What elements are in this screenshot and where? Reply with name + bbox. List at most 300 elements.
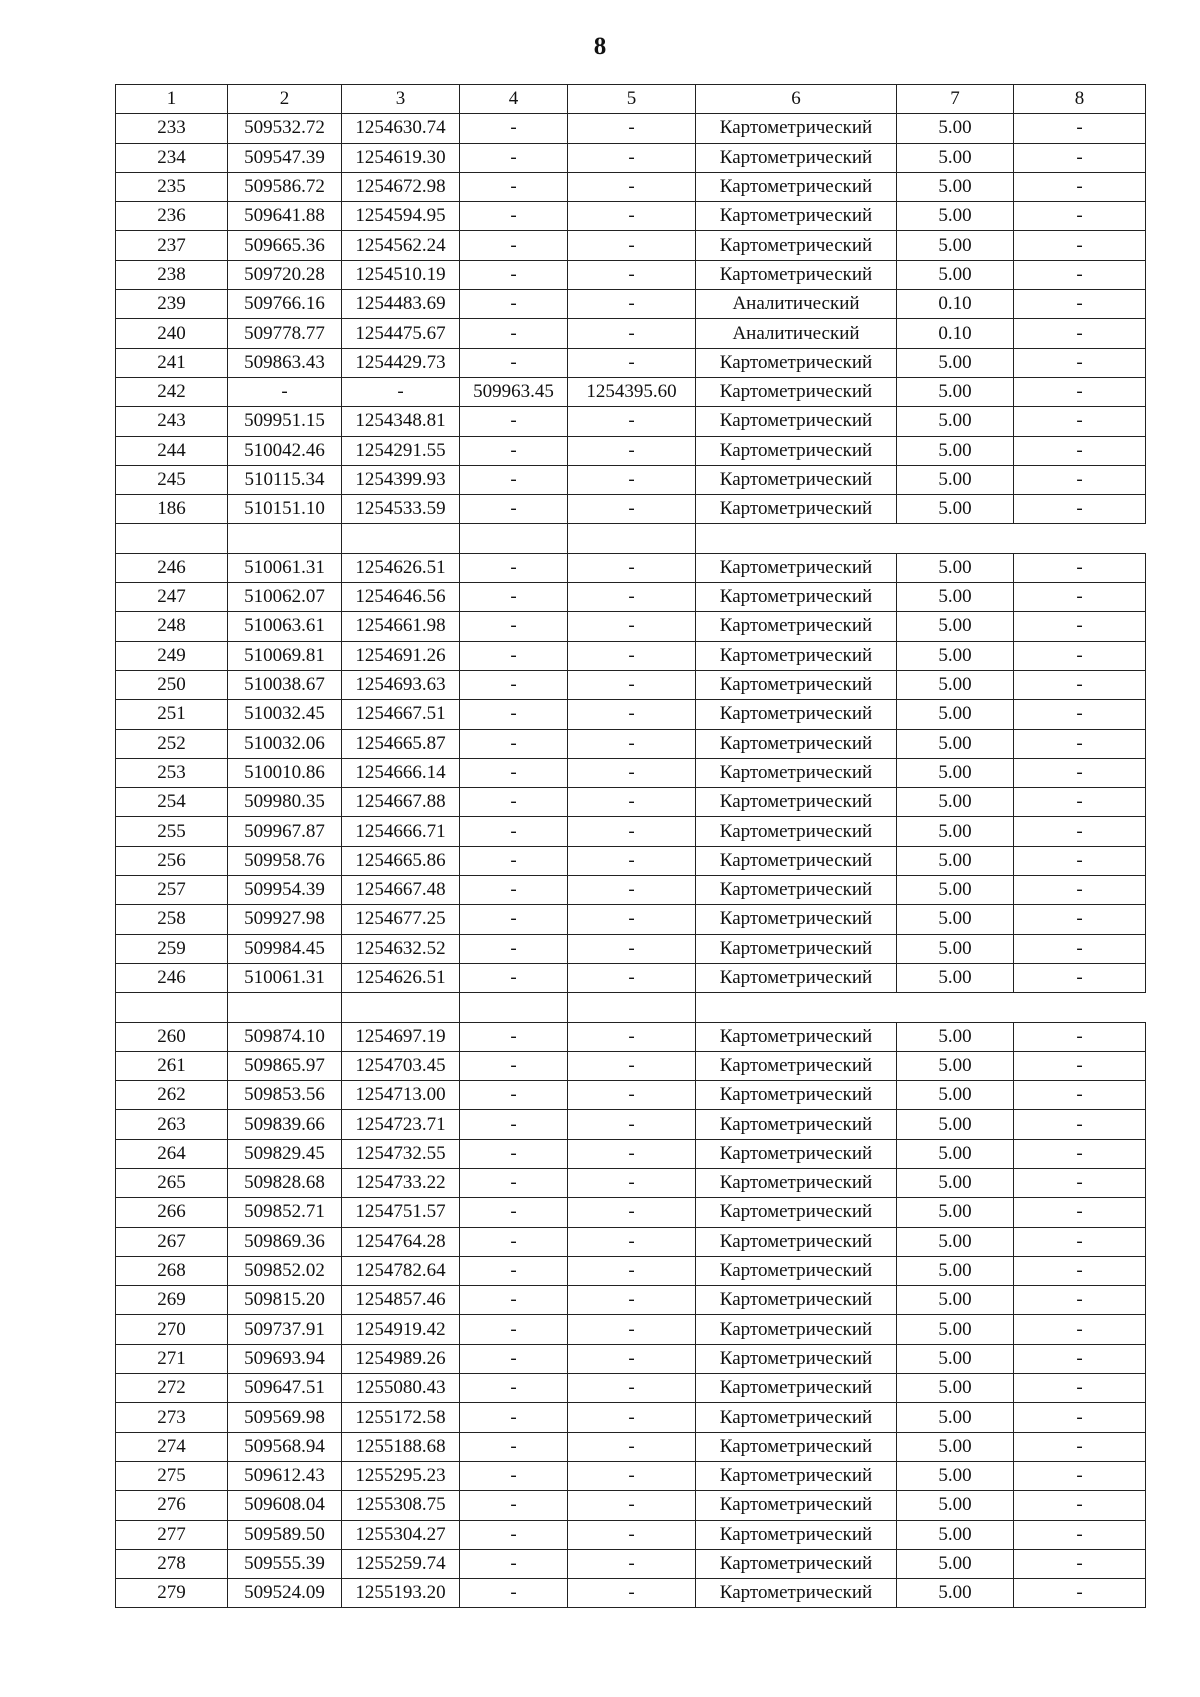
description-cell: - bbox=[1014, 377, 1146, 406]
point-number-cell: 270 bbox=[116, 1315, 228, 1344]
y-alt-coordinate-cell: - bbox=[568, 1168, 696, 1197]
method-cell: Картометрический bbox=[696, 1491, 897, 1520]
accuracy-cell: 5.00 bbox=[897, 1403, 1014, 1432]
table-row bbox=[116, 700, 1146, 729]
accuracy-cell: 5.00 bbox=[897, 1549, 1014, 1578]
accuracy-cell: 5.00 bbox=[897, 1315, 1014, 1344]
y-alt-coordinate-cell: - bbox=[568, 1081, 696, 1110]
method-cell: Картометрический bbox=[696, 758, 897, 787]
y-alt-coordinate-cell: - bbox=[568, 1520, 696, 1549]
y-coordinate-cell: 1254989.26 bbox=[342, 1344, 460, 1373]
table-row bbox=[116, 319, 1146, 348]
y-alt-coordinate-cell: - bbox=[568, 934, 696, 963]
x-alt-coordinate-cell: - bbox=[460, 1315, 568, 1344]
x-coordinate-cell: 509720.28 bbox=[228, 260, 342, 289]
column-header-5: 5 bbox=[568, 85, 696, 114]
method-cell: Картометрический bbox=[696, 934, 897, 963]
y-alt-coordinate-cell: - bbox=[568, 465, 696, 494]
point-number-cell: 271 bbox=[116, 1344, 228, 1373]
x-coordinate-cell: 509829.45 bbox=[228, 1139, 342, 1168]
description-cell: - bbox=[1014, 1227, 1146, 1256]
description-cell: - bbox=[1014, 729, 1146, 758]
y-alt-coordinate-cell: - bbox=[568, 202, 696, 231]
description-cell: - bbox=[1014, 172, 1146, 201]
point-number-cell: 234 bbox=[116, 143, 228, 172]
column-header-2: 2 bbox=[228, 85, 342, 114]
method-cell: Картометрический bbox=[696, 641, 897, 670]
y-coordinate-cell: 1254782.64 bbox=[342, 1256, 460, 1285]
x-coordinate-cell: 509665.36 bbox=[228, 231, 342, 260]
x-alt-coordinate-cell: - bbox=[460, 934, 568, 963]
separator-cell bbox=[568, 524, 696, 553]
accuracy-cell: 5.00 bbox=[897, 1051, 1014, 1080]
accuracy-cell: 5.00 bbox=[897, 260, 1014, 289]
table-row bbox=[116, 1344, 1146, 1373]
separator-cell bbox=[228, 524, 342, 553]
table-row bbox=[116, 1549, 1146, 1578]
section-separator-row bbox=[116, 993, 1146, 1022]
x-coordinate-cell: 509852.71 bbox=[228, 1198, 342, 1227]
y-coordinate-cell: 1254429.73 bbox=[342, 348, 460, 377]
y-coordinate-cell: 1254399.93 bbox=[342, 465, 460, 494]
y-coordinate-cell: 1254667.88 bbox=[342, 788, 460, 817]
table-row bbox=[116, 407, 1146, 436]
description-cell: - bbox=[1014, 553, 1146, 582]
table-row bbox=[116, 1081, 1146, 1110]
point-number-cell: 236 bbox=[116, 202, 228, 231]
y-alt-coordinate-cell: - bbox=[568, 846, 696, 875]
description-cell: - bbox=[1014, 1256, 1146, 1285]
y-alt-coordinate-cell: - bbox=[568, 1344, 696, 1373]
y-alt-coordinate-cell: - bbox=[568, 495, 696, 524]
y-alt-coordinate-cell: - bbox=[568, 1227, 696, 1256]
x-coordinate-cell: 509839.66 bbox=[228, 1110, 342, 1139]
y-coordinate-cell: 1254723.71 bbox=[342, 1110, 460, 1139]
point-number-cell: 246 bbox=[116, 553, 228, 582]
x-coordinate-cell: 509737.91 bbox=[228, 1315, 342, 1344]
description-cell: - bbox=[1014, 1198, 1146, 1227]
y-coordinate-cell: 1254857.46 bbox=[342, 1286, 460, 1315]
x-coordinate-cell: 509865.97 bbox=[228, 1051, 342, 1080]
accuracy-cell: 5.00 bbox=[897, 1110, 1014, 1139]
accuracy-cell: 5.00 bbox=[897, 1256, 1014, 1285]
point-number-cell: 260 bbox=[116, 1022, 228, 1051]
method-cell: Картометрический bbox=[696, 495, 897, 524]
x-alt-coordinate-cell: - bbox=[460, 553, 568, 582]
table-row bbox=[116, 1227, 1146, 1256]
description-cell: - bbox=[1014, 876, 1146, 905]
description-cell: - bbox=[1014, 436, 1146, 465]
table-row bbox=[116, 1022, 1146, 1051]
point-number-cell: 257 bbox=[116, 876, 228, 905]
method-cell: Картометрический bbox=[696, 1051, 897, 1080]
x-alt-coordinate-cell: - bbox=[460, 495, 568, 524]
table-row bbox=[116, 817, 1146, 846]
y-coordinate-cell: 1255188.68 bbox=[342, 1432, 460, 1461]
method-cell: Картометрический bbox=[696, 1315, 897, 1344]
method-cell: Картометрический bbox=[696, 1168, 897, 1197]
x-coordinate-cell: 510069.81 bbox=[228, 641, 342, 670]
x-alt-coordinate-cell: - bbox=[460, 1520, 568, 1549]
description-cell: - bbox=[1014, 641, 1146, 670]
y-alt-coordinate-cell: - bbox=[568, 407, 696, 436]
table-row bbox=[116, 758, 1146, 787]
description-cell: - bbox=[1014, 143, 1146, 172]
y-alt-coordinate-cell: - bbox=[568, 143, 696, 172]
point-number-cell: 244 bbox=[116, 436, 228, 465]
x-coordinate-cell: 509555.39 bbox=[228, 1549, 342, 1578]
table-row bbox=[116, 495, 1146, 524]
accuracy-cell: 5.00 bbox=[897, 876, 1014, 905]
description-cell: - bbox=[1014, 1344, 1146, 1373]
column-header-4: 4 bbox=[460, 85, 568, 114]
column-header-6: 6 bbox=[696, 85, 897, 114]
x-coordinate-cell: 509828.68 bbox=[228, 1168, 342, 1197]
table-row bbox=[116, 1168, 1146, 1197]
method-cell: Картометрический bbox=[696, 1403, 897, 1432]
y-alt-coordinate-cell: - bbox=[568, 670, 696, 699]
point-number-cell: 274 bbox=[116, 1432, 228, 1461]
y-alt-coordinate-cell: - bbox=[568, 641, 696, 670]
accuracy-cell: 5.00 bbox=[897, 495, 1014, 524]
method-cell: Картометрический bbox=[696, 846, 897, 875]
y-coordinate-cell: 1254665.87 bbox=[342, 729, 460, 758]
method-cell: Картометрический bbox=[696, 1344, 897, 1373]
method-cell: Картометрический bbox=[696, 1549, 897, 1578]
accuracy-cell: 5.00 bbox=[897, 1081, 1014, 1110]
table-row bbox=[116, 1256, 1146, 1285]
method-cell: Картометрический bbox=[696, 1198, 897, 1227]
y-alt-coordinate-cell: - bbox=[568, 1256, 696, 1285]
y-coordinate-cell: 1254733.22 bbox=[342, 1168, 460, 1197]
section-separator-row bbox=[116, 524, 1146, 553]
table-row bbox=[116, 348, 1146, 377]
point-number-cell: 265 bbox=[116, 1168, 228, 1197]
y-alt-coordinate-cell: - bbox=[568, 1579, 696, 1608]
method-cell: Картометрический bbox=[696, 1227, 897, 1256]
method-cell: Картометрический bbox=[696, 700, 897, 729]
point-number-cell: 242 bbox=[116, 377, 228, 406]
description-cell: - bbox=[1014, 1403, 1146, 1432]
y-coordinate-cell: 1255259.74 bbox=[342, 1549, 460, 1578]
table-row bbox=[116, 114, 1146, 143]
description-cell: - bbox=[1014, 290, 1146, 319]
x-alt-coordinate-cell: - bbox=[460, 436, 568, 465]
method-cell: Картометрический bbox=[696, 963, 897, 992]
x-alt-coordinate-cell: - bbox=[460, 758, 568, 787]
point-number-cell: 259 bbox=[116, 934, 228, 963]
x-alt-coordinate-cell: - bbox=[460, 143, 568, 172]
accuracy-cell: 5.00 bbox=[897, 1344, 1014, 1373]
x-coordinate-cell: 510061.31 bbox=[228, 553, 342, 582]
y-coordinate-cell: 1254677.25 bbox=[342, 905, 460, 934]
method-cell: Картометрический bbox=[696, 1520, 897, 1549]
accuracy-cell: 5.00 bbox=[897, 1198, 1014, 1227]
x-coordinate-cell: 509980.35 bbox=[228, 788, 342, 817]
point-number-cell: 277 bbox=[116, 1520, 228, 1549]
table-row bbox=[116, 583, 1146, 612]
x-alt-coordinate-cell: - bbox=[460, 1344, 568, 1373]
y-alt-coordinate-cell: - bbox=[568, 729, 696, 758]
description-cell: - bbox=[1014, 1110, 1146, 1139]
x-alt-coordinate-cell: - bbox=[460, 670, 568, 699]
x-alt-coordinate-cell: - bbox=[460, 348, 568, 377]
description-cell: - bbox=[1014, 934, 1146, 963]
point-number-cell: 252 bbox=[116, 729, 228, 758]
x-alt-coordinate-cell: - bbox=[460, 231, 568, 260]
description-cell: - bbox=[1014, 1461, 1146, 1490]
x-coordinate-cell: 510062.07 bbox=[228, 583, 342, 612]
method-cell: Картометрический bbox=[696, 1110, 897, 1139]
y-coordinate-cell: 1255172.58 bbox=[342, 1403, 460, 1432]
method-cell: Картометрический bbox=[696, 1081, 897, 1110]
table-row bbox=[116, 1461, 1146, 1490]
description-cell: - bbox=[1014, 1520, 1146, 1549]
y-alt-coordinate-cell: - bbox=[568, 1110, 696, 1139]
point-number-cell: 238 bbox=[116, 260, 228, 289]
accuracy-cell: 5.00 bbox=[897, 700, 1014, 729]
x-coordinate-cell: 509766.16 bbox=[228, 290, 342, 319]
x-coordinate-cell: 509958.76 bbox=[228, 846, 342, 875]
y-alt-coordinate-cell: - bbox=[568, 1432, 696, 1461]
table-row bbox=[116, 172, 1146, 201]
x-alt-coordinate-cell: - bbox=[460, 260, 568, 289]
accuracy-cell: 5.00 bbox=[897, 1520, 1014, 1549]
method-cell: Картометрический bbox=[696, 202, 897, 231]
point-number-cell: 266 bbox=[116, 1198, 228, 1227]
point-number-cell: 240 bbox=[116, 319, 228, 348]
description-cell: - bbox=[1014, 817, 1146, 846]
point-number-cell: 269 bbox=[116, 1286, 228, 1315]
x-coordinate-cell: 509869.36 bbox=[228, 1227, 342, 1256]
description-cell: - bbox=[1014, 260, 1146, 289]
description-cell: - bbox=[1014, 612, 1146, 641]
description-cell: - bbox=[1014, 670, 1146, 699]
accuracy-cell: 5.00 bbox=[897, 1374, 1014, 1403]
y-alt-coordinate-cell: - bbox=[568, 817, 696, 846]
x-alt-coordinate-cell: - bbox=[460, 963, 568, 992]
point-number-cell: 275 bbox=[116, 1461, 228, 1490]
y-coordinate-cell: 1254693.63 bbox=[342, 670, 460, 699]
y-coordinate-cell: 1254594.95 bbox=[342, 202, 460, 231]
x-alt-coordinate-cell: - bbox=[460, 905, 568, 934]
y-coordinate-cell: 1254764.28 bbox=[342, 1227, 460, 1256]
point-number-cell: 279 bbox=[116, 1579, 228, 1608]
accuracy-cell: 5.00 bbox=[897, 407, 1014, 436]
y-coordinate-cell: 1254626.51 bbox=[342, 963, 460, 992]
table-row bbox=[116, 1198, 1146, 1227]
y-alt-coordinate-cell: - bbox=[568, 172, 696, 201]
table-row bbox=[116, 436, 1146, 465]
x-coordinate-cell: 509853.56 bbox=[228, 1081, 342, 1110]
x-coordinate-cell: 509951.15 bbox=[228, 407, 342, 436]
x-alt-coordinate-cell: - bbox=[460, 876, 568, 905]
x-coordinate-cell: 509874.10 bbox=[228, 1022, 342, 1051]
method-cell: Картометрический bbox=[696, 583, 897, 612]
accuracy-cell: 5.00 bbox=[897, 670, 1014, 699]
point-number-cell: 276 bbox=[116, 1491, 228, 1520]
method-cell: Картометрический bbox=[696, 553, 897, 582]
table-row bbox=[116, 553, 1146, 582]
y-alt-coordinate-cell: - bbox=[568, 348, 696, 377]
description-cell: - bbox=[1014, 319, 1146, 348]
method-cell: Картометрический bbox=[696, 260, 897, 289]
x-coordinate-cell: 509647.51 bbox=[228, 1374, 342, 1403]
description-cell: - bbox=[1014, 202, 1146, 231]
table-row bbox=[116, 202, 1146, 231]
table-row bbox=[116, 1315, 1146, 1344]
point-number-cell: 239 bbox=[116, 290, 228, 319]
accuracy-cell: 5.00 bbox=[897, 1227, 1014, 1256]
accuracy-cell: 5.00 bbox=[897, 583, 1014, 612]
column-header-8: 8 bbox=[1014, 85, 1146, 114]
x-coordinate-cell: 509778.77 bbox=[228, 319, 342, 348]
description-cell: - bbox=[1014, 407, 1146, 436]
table-row bbox=[116, 1432, 1146, 1461]
accuracy-cell: 5.00 bbox=[897, 1491, 1014, 1520]
table-row bbox=[116, 1139, 1146, 1168]
method-cell: Картометрический bbox=[696, 876, 897, 905]
accuracy-cell: 5.00 bbox=[897, 465, 1014, 494]
table-body bbox=[116, 85, 1146, 1608]
description-cell: - bbox=[1014, 583, 1146, 612]
y-alt-coordinate-cell: - bbox=[568, 436, 696, 465]
accuracy-cell: 5.00 bbox=[897, 1022, 1014, 1051]
y-alt-coordinate-cell: - bbox=[568, 319, 696, 348]
coordinates-table bbox=[115, 84, 1146, 1608]
method-cell: Картометрический bbox=[696, 1139, 897, 1168]
y-alt-coordinate-cell: - bbox=[568, 1491, 696, 1520]
x-alt-coordinate-cell: - bbox=[460, 202, 568, 231]
x-coordinate-cell: 510038.67 bbox=[228, 670, 342, 699]
description-cell: - bbox=[1014, 1432, 1146, 1461]
x-alt-coordinate-cell: - bbox=[460, 1286, 568, 1315]
x-coordinate-cell: 509547.39 bbox=[228, 143, 342, 172]
y-coordinate-cell: 1255193.20 bbox=[342, 1579, 460, 1608]
accuracy-cell: 5.00 bbox=[897, 436, 1014, 465]
point-number-cell: 186 bbox=[116, 495, 228, 524]
method-cell: Картометрический bbox=[696, 1286, 897, 1315]
y-alt-coordinate-cell: - bbox=[568, 260, 696, 289]
accuracy-cell: 5.00 bbox=[897, 114, 1014, 143]
x-alt-coordinate-cell: - bbox=[460, 1051, 568, 1080]
x-alt-coordinate-cell: 509963.45 bbox=[460, 377, 568, 406]
y-coordinate-cell: 1254697.19 bbox=[342, 1022, 460, 1051]
y-coordinate-cell: 1254646.56 bbox=[342, 583, 460, 612]
y-coordinate-cell: 1254562.24 bbox=[342, 231, 460, 260]
y-alt-coordinate-cell: - bbox=[568, 290, 696, 319]
description-cell: - bbox=[1014, 1315, 1146, 1344]
y-coordinate-cell: 1255308.75 bbox=[342, 1491, 460, 1520]
x-alt-coordinate-cell: - bbox=[460, 1168, 568, 1197]
table-row bbox=[116, 465, 1146, 494]
table-row bbox=[116, 934, 1146, 963]
x-alt-coordinate-cell: - bbox=[460, 114, 568, 143]
accuracy-cell: 5.00 bbox=[897, 1579, 1014, 1608]
point-number-cell: 278 bbox=[116, 1549, 228, 1578]
x-alt-coordinate-cell: - bbox=[460, 612, 568, 641]
description-cell: - bbox=[1014, 846, 1146, 875]
x-alt-coordinate-cell: - bbox=[460, 1432, 568, 1461]
accuracy-cell: 5.00 bbox=[897, 612, 1014, 641]
x-alt-coordinate-cell: - bbox=[460, 1227, 568, 1256]
point-number-cell: 235 bbox=[116, 172, 228, 201]
table-row bbox=[116, 1286, 1146, 1315]
column-header-1: 1 bbox=[116, 85, 228, 114]
separator-cell bbox=[1014, 993, 1146, 1022]
method-cell: Картометрический bbox=[696, 377, 897, 406]
point-number-cell: 241 bbox=[116, 348, 228, 377]
description-cell: - bbox=[1014, 495, 1146, 524]
y-coordinate-cell: 1254732.55 bbox=[342, 1139, 460, 1168]
accuracy-cell: 5.00 bbox=[897, 1432, 1014, 1461]
x-alt-coordinate-cell: - bbox=[460, 1139, 568, 1168]
x-coordinate-cell: 509612.43 bbox=[228, 1461, 342, 1490]
x-alt-coordinate-cell: - bbox=[460, 465, 568, 494]
separator-cell bbox=[116, 524, 228, 553]
separator-cell bbox=[1014, 524, 1146, 553]
method-cell: Картометрический bbox=[696, 1432, 897, 1461]
accuracy-cell: 5.00 bbox=[897, 377, 1014, 406]
y-coordinate-cell: 1255295.23 bbox=[342, 1461, 460, 1490]
method-cell: Картометрический bbox=[696, 817, 897, 846]
table-row bbox=[116, 1520, 1146, 1549]
method-cell: Картометрический bbox=[696, 1579, 897, 1608]
description-cell: - bbox=[1014, 758, 1146, 787]
accuracy-cell: 5.00 bbox=[897, 641, 1014, 670]
description-cell: - bbox=[1014, 465, 1146, 494]
point-number-cell: 264 bbox=[116, 1139, 228, 1168]
accuracy-cell: 5.00 bbox=[897, 729, 1014, 758]
description-cell: - bbox=[1014, 700, 1146, 729]
description-cell: - bbox=[1014, 1374, 1146, 1403]
y-alt-coordinate-cell: - bbox=[568, 1198, 696, 1227]
accuracy-cell: 5.00 bbox=[897, 202, 1014, 231]
y-coordinate-cell: 1254626.51 bbox=[342, 553, 460, 582]
point-number-cell: 267 bbox=[116, 1227, 228, 1256]
x-alt-coordinate-cell: - bbox=[460, 1198, 568, 1227]
description-cell: - bbox=[1014, 963, 1146, 992]
table-row bbox=[116, 612, 1146, 641]
x-coordinate-cell: 509984.45 bbox=[228, 934, 342, 963]
separator-cell bbox=[568, 993, 696, 1022]
y-coordinate-cell: 1254672.98 bbox=[342, 172, 460, 201]
description-cell: - bbox=[1014, 1491, 1146, 1520]
y-coordinate-cell: 1254713.00 bbox=[342, 1081, 460, 1110]
x-alt-coordinate-cell: - bbox=[460, 1549, 568, 1578]
point-number-cell: 255 bbox=[116, 817, 228, 846]
y-alt-coordinate-cell: - bbox=[568, 231, 696, 260]
method-cell: Картометрический bbox=[696, 143, 897, 172]
accuracy-cell: 5.00 bbox=[897, 963, 1014, 992]
x-coordinate-cell: 509524.09 bbox=[228, 1579, 342, 1608]
y-alt-coordinate-cell: - bbox=[568, 1315, 696, 1344]
x-alt-coordinate-cell: - bbox=[460, 1491, 568, 1520]
point-number-cell: 268 bbox=[116, 1256, 228, 1285]
x-coordinate-cell: - bbox=[228, 377, 342, 406]
method-cell: Картометрический bbox=[696, 1461, 897, 1490]
description-cell: - bbox=[1014, 905, 1146, 934]
method-cell: Картометрический bbox=[696, 612, 897, 641]
page-number: 8 bbox=[593, 33, 607, 60]
separator-cell bbox=[460, 524, 568, 553]
x-alt-coordinate-cell: - bbox=[460, 700, 568, 729]
method-cell: Аналитический bbox=[696, 319, 897, 348]
point-number-cell: 261 bbox=[116, 1051, 228, 1080]
y-coordinate-cell: 1254919.42 bbox=[342, 1315, 460, 1344]
y-coordinate-cell: 1254667.51 bbox=[342, 700, 460, 729]
y-coordinate-cell: 1254510.19 bbox=[342, 260, 460, 289]
